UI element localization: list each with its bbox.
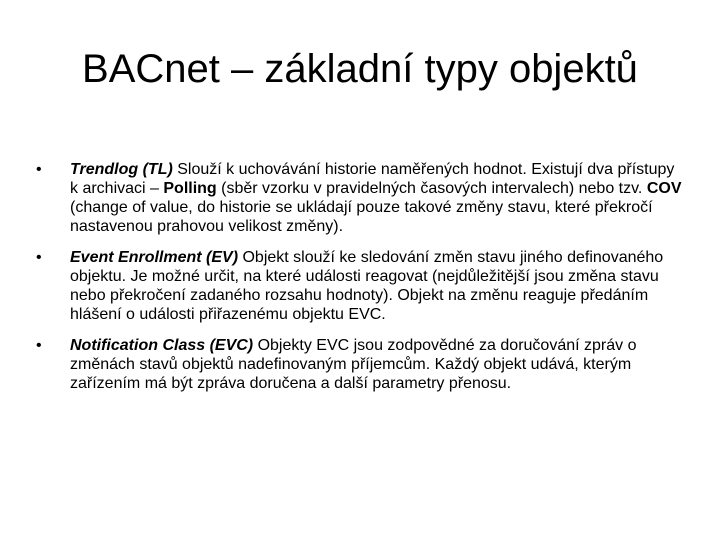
bullet-item-trendlog: [36, 160, 684, 236]
bullet-text: Objekty EVC jsou zodpovědné za doručování zpráv o změnách stavů objektů nadefinovaným příjemcům. Každý objekt udává, kterým zařízením má být zpráva doručena a další parametry přenosu.: [70, 337, 637, 392]
bullet-list: [36, 160, 684, 405]
bullet-term: Trendlog (TL): [70, 161, 173, 178]
bullet-term: Event Enrollment (EV): [70, 249, 239, 266]
slide-title: BACnet – základní typy objektů: [82, 47, 638, 91]
bullet-strong-text: Polling: [163, 180, 217, 197]
bullet-text: (change of value, do historie se ukládají pouze takové změny stavu, které překročí nastavenou prahovou velikost změny).: [70, 199, 653, 235]
bullet-marker: •: [36, 249, 42, 266]
bullet-item-event-enrollment: [36, 248, 684, 324]
bullet-text: Objekt slouží ke sledování změn stavu jiného definovaného objektu. Je možné určit, na které události reagovat (nejdůležitější jsou změna stavu nebo překročení zadaného rozsahu hodnoty). Objekt na změnu reaguje předáním hlášení o události přiřazenému objektu EVC.: [70, 249, 664, 323]
bullet-text: Slouží k uchovávání historie naměřených hodnot. Existují dva přístupy k archivaci –: [70, 161, 675, 197]
bullet-marker: •: [36, 337, 42, 354]
bullet-strong-text: COV: [646, 180, 682, 197]
bullet-marker: •: [36, 161, 42, 178]
bullet-item-notification-class: [36, 336, 684, 393]
bullet-text: (sběr vzorku v pravidelných časových intervalech) nebo tzv.: [216, 180, 647, 197]
bullet-term: Notification Class (EVC): [70, 337, 254, 354]
